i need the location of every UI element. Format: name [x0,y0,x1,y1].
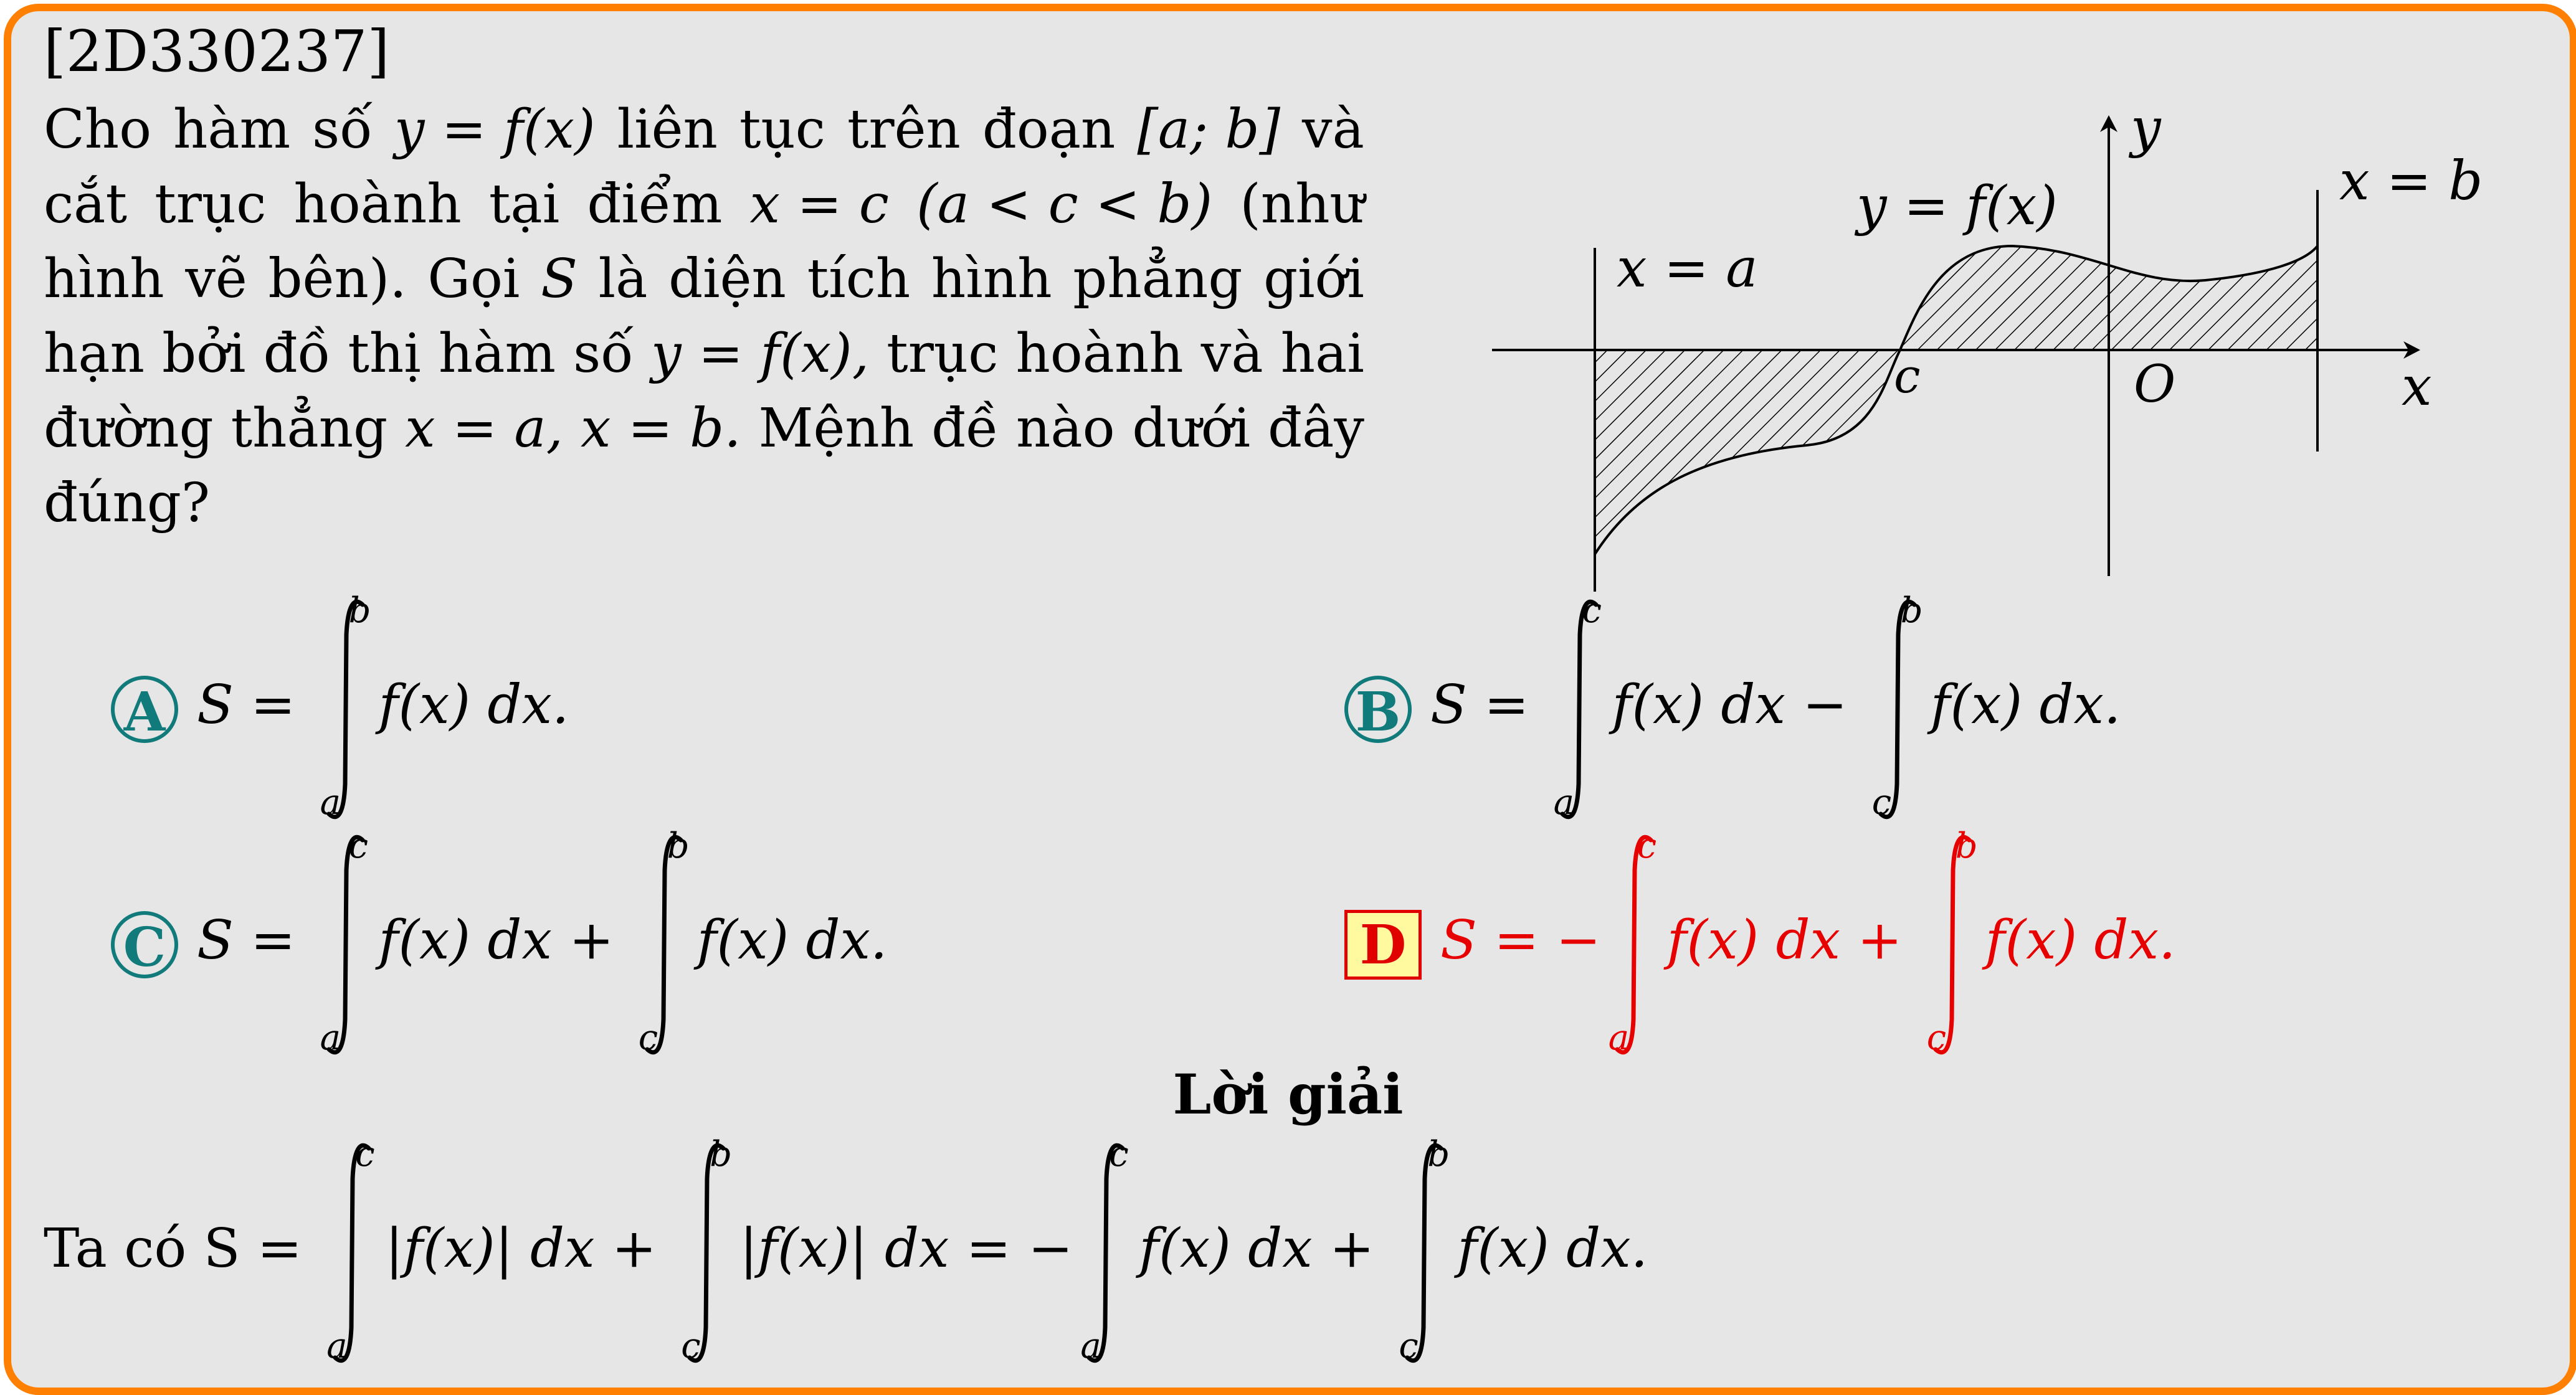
integral-lower: a [320,782,341,823]
word: đoạn [982,98,1116,161]
question-text [44,92,1364,541]
integrand: |f(x)| dx = − [739,1218,1073,1280]
word: nào [1016,397,1115,460]
word: cắt [44,173,127,235]
word: diện [668,248,786,310]
solution-lead: Ta có S = [44,1218,320,1280]
integral-upper: c [1582,590,1602,631]
word: Cho [44,98,151,161]
word: Gọi [427,248,520,310]
math-S: S [541,248,577,310]
option-b[interactable] [1344,590,2121,823]
integral-upper: c [348,825,369,866]
integral [320,590,371,823]
word: điểm [587,173,723,235]
integral-lower: a [320,1017,341,1058]
word: tục [739,98,825,161]
word: phẳng [1073,248,1243,310]
integrand: f(x) dx. [378,674,569,736]
integral-lower: a [1080,1325,1101,1366]
word: số [573,323,634,385]
label-line-a: x = a [1617,237,1758,300]
word: giới [1263,248,1364,310]
option-d-lead: S = − [1440,909,1601,972]
label-line-b: x = b [2339,150,2483,212]
problem-id: [2D330237] [44,18,390,85]
question-line-2 [44,167,1364,242]
question-line-1 [44,92,1364,167]
integrand: f(x) dx + [1666,909,1919,972]
integral [1080,1133,1129,1366]
option-c-lead: S = [197,909,313,972]
integral-upper: b [1955,825,1978,866]
integral-upper: c [1637,825,1657,866]
integral-upper: b [667,825,690,866]
word: liên [617,98,718,161]
integrand: f(x) dx − [1612,674,1865,736]
option-c-marker: C [111,911,178,978]
integral-lower: c [1399,1325,1419,1366]
word: thẳng [231,397,388,460]
word: và [1302,98,1364,161]
word: hàm [438,323,556,385]
word: hoành [293,173,462,235]
integral-lower: c [1926,1017,1947,1058]
word: thị [348,323,421,385]
integral-upper: b [1427,1133,1450,1175]
word: đề [931,397,999,460]
word: đường [44,397,214,460]
integrand: f(x) dx. [1457,1218,1648,1280]
integral-upper: b [1900,590,1923,631]
math-x-eq-b: x = b. [580,397,741,460]
word: và [1200,323,1263,385]
option-d-marker: D [1344,910,1422,980]
math-inequality: (a < c < b) [916,173,1213,235]
word: hình [44,248,164,310]
integral [681,1133,733,1366]
solution-text [44,1133,1648,1366]
word: dưới [1132,397,1251,460]
option-a-lead: S = [197,674,313,736]
integral [320,825,369,1058]
word: trên [847,98,961,161]
word: số [312,98,373,161]
math-interval: [a; b] [1137,98,1281,161]
option-c[interactable] [111,825,888,1058]
math-y-eq-fx: y = f(x), [650,323,870,385]
question-line-3 [44,242,1364,316]
question-line-4 [44,316,1364,391]
integral [638,825,690,1058]
option-a[interactable] [111,590,569,823]
word: (như [1240,173,1364,235]
integral [1608,825,1657,1058]
word: hạn [44,323,145,385]
shaded-region-below [1595,350,1900,554]
word: vẽ [185,248,247,310]
word: hai [1280,323,1364,385]
option-d[interactable] [1344,825,2176,1058]
integral [326,1133,375,1366]
word: trục [154,173,267,235]
solution-title: Lời giải [1172,1062,1404,1127]
integral-upper: c [1109,1133,1129,1175]
word: đồ [263,323,331,385]
word: tại [488,173,560,235]
integral-lower: c [638,1017,658,1058]
question-line-6 [44,466,1364,541]
integral [1926,825,1978,1058]
math-x-eq-c: x = c [749,173,889,235]
integral-lower: a [326,1325,348,1366]
word: bởi [162,323,246,385]
word: bên). [268,248,407,310]
integral-lower: c [1871,782,1892,823]
option-b-lead: S = [1430,674,1546,736]
integrand: |f(x)| dx + [385,1218,674,1280]
math-x-eq-a: x = a, [405,397,564,460]
option-a-marker: A [111,676,178,743]
integral-upper: b [348,590,371,631]
word: trục [886,323,999,385]
word: là [598,248,648,310]
label-origin: O [2134,355,2176,414]
math-y-eq-fx: y = f(x) [394,98,596,161]
integral [1553,590,1602,823]
function-graph-figure [1483,106,2504,592]
word: hoành [1015,323,1184,385]
word: hàm [173,98,291,161]
label-y-axis: y [2131,106,2161,159]
question-line-5 [44,391,1364,466]
integrand: f(x) dx + [378,909,631,972]
integral-upper: b [710,1133,733,1175]
option-b-marker: B [1344,676,1412,743]
word: Mệnh [758,397,915,460]
integral-lower: c [681,1325,701,1366]
word: tích [807,248,911,310]
integrand: f(x) dx + [1139,1218,1392,1280]
integrand: f(x) dx. [1930,674,2121,736]
word: đây [1268,397,1364,460]
integrand: f(x) dx. [1985,909,2176,972]
integral [1399,1133,1450,1366]
word: hình [931,248,1052,310]
integral-lower: a [1608,1017,1630,1058]
label-curve: y = f(x) [1856,175,2058,237]
label-x-axis: x [2402,356,2432,418]
integral-lower: a [1553,782,1575,823]
label-c: c [1894,348,1921,404]
word: đúng? [44,472,210,534]
integrand: f(x) dx. [696,909,888,972]
integral-upper: c [355,1133,375,1175]
integral [1871,590,1923,823]
